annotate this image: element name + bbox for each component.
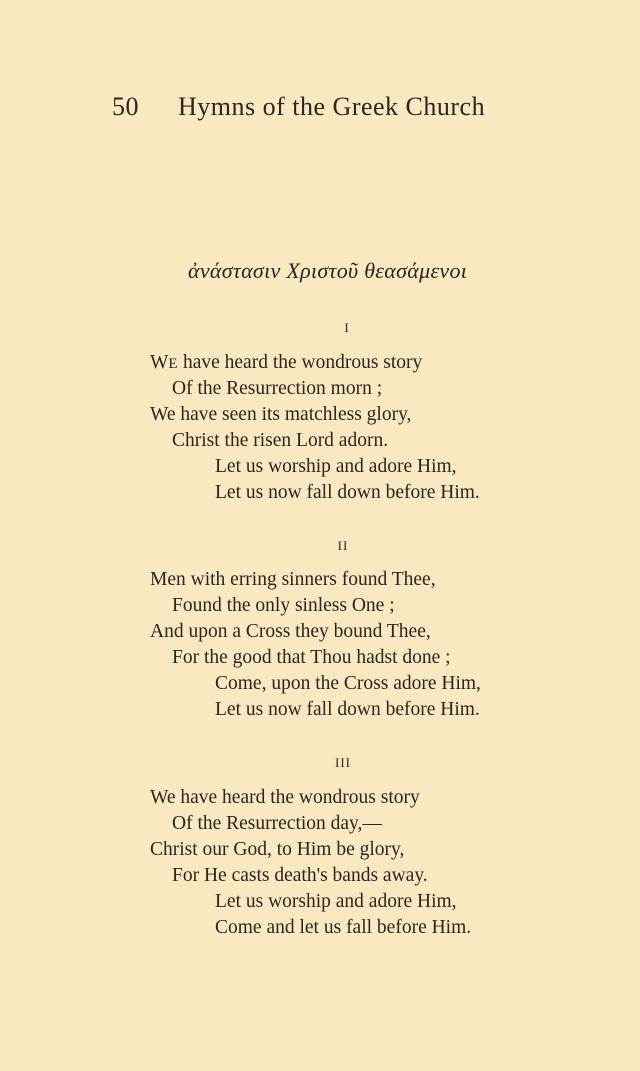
stanza-1: [0, 350, 480, 506]
verse-line: Let us worship and adore Him,: [215, 891, 457, 912]
stanza-numeral: I: [344, 320, 350, 335]
verse-line-text: have heard the wondrous story: [178, 352, 423, 373]
verse-line: [0, 350, 480, 376]
verse-line: Found the only sinless One ;: [172, 595, 395, 616]
verse-line: Let us now fall down before Him.: [215, 482, 480, 503]
verse-line: Of the Resurrection morn ;: [172, 378, 383, 399]
verse-line: Let us now fall down before Him.: [215, 699, 480, 720]
greek-epigraph: ἀνάστασιν Χριστοῦ θεασάμενοι: [188, 258, 468, 283]
verse-line: And upon a Cross they bound Thee,: [150, 621, 431, 642]
verse-line: We have heard the wondrous story: [150, 787, 420, 808]
verse-line: We have seen its matchless glory,: [150, 404, 412, 425]
verse-line: Come and let us fall before Him.: [215, 917, 472, 938]
drop-word: WE: [150, 352, 179, 373]
page-number: 50: [112, 92, 139, 121]
verse-line: Men with erring sinners found Thee,: [150, 569, 436, 590]
verse-line: Let us worship and adore Him,: [215, 456, 457, 477]
stanza-numeral: II: [337, 538, 349, 553]
verse-line: Christ the risen Lord adorn.: [172, 430, 389, 451]
verse-line: For He casts death's bands away.: [172, 865, 428, 886]
verse-line: Christ our God, to Him be glory,: [150, 839, 405, 860]
verse-line: Of the Resurrection day,—: [172, 813, 382, 834]
page-header: [112, 92, 485, 122]
verse-line: Come, upon the Cross adore Him,: [215, 673, 481, 694]
running-title: Hymns of the Greek Church: [178, 92, 486, 121]
stanza-2: [0, 567, 481, 723]
stanza-3: [0, 785, 471, 941]
verse-line: For the good that Thou hadst done ;: [172, 647, 451, 668]
stanza-numeral: III: [335, 755, 351, 770]
